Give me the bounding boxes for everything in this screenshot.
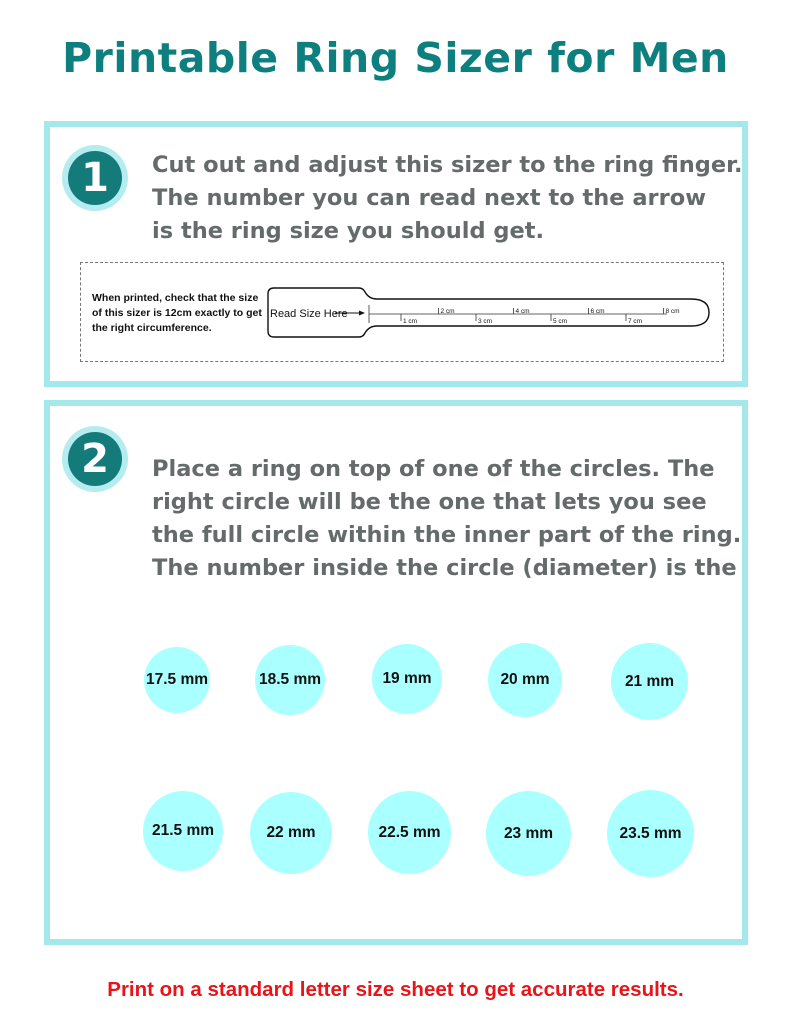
print-note-footer: Print on a standard letter size sheet to get accurate results.: [107, 978, 684, 1001]
size-circle-label: 23.5 mm: [619, 824, 682, 842]
step-1-panel: [44, 121, 748, 387]
size-circle-label: 22 mm: [266, 824, 316, 841]
step-2-instructions: [152, 453, 741, 585]
size-circle[interactable]: [372, 644, 442, 714]
step-2-panel: [44, 400, 748, 945]
size-circle-label: 21 mm: [624, 672, 675, 690]
ruler-tick-label: 2 cm: [440, 308, 455, 315]
size-circle-label: 18.5 mm: [258, 671, 322, 688]
size-circle[interactable]: [488, 643, 562, 717]
read-size-label: Read Size Here: [270, 308, 348, 320]
sizer-ruler: [81, 263, 725, 363]
step-1-line: is the ring size you should get.: [152, 218, 545, 244]
step-1-instructions: [152, 149, 743, 248]
step-2-badge: [62, 426, 128, 492]
ruler-tick-label: 7 cm: [628, 318, 643, 325]
ruler-tick-label: 4 cm: [515, 308, 530, 315]
size-circle[interactable]: [250, 792, 332, 874]
page-title: Printable Ring Sizer for Men: [62, 34, 729, 82]
size-circle[interactable]: [607, 790, 694, 877]
size-circle[interactable]: [144, 647, 210, 713]
size-circle-label: 20 mm: [500, 671, 550, 688]
step-1-badge: [62, 145, 128, 211]
size-circle[interactable]: [255, 645, 325, 715]
ruler-tick-label: 8 cm: [665, 308, 680, 315]
step-2-line: right circle will be the one that lets you see: [152, 489, 707, 515]
size-circle[interactable]: [486, 791, 571, 876]
step-1-line: The number you can read next to the arrow: [152, 185, 706, 211]
size-circle-label: 21.5 mm: [151, 822, 215, 839]
step-1-line: Cut out and adjust this sizer to the ring finger.: [152, 152, 743, 178]
sizer-print-note: When printed, check that the size of this sizer is 12cm exactly to get the right circumference.: [92, 292, 262, 334]
ring-sizer-strip[interactable]: [80, 262, 724, 362]
size-circle-label: 19 mm: [382, 670, 432, 687]
step-2-line: The number inside the circle (diameter) is the: [152, 555, 737, 581]
size-circle-label: 17.5 mm: [145, 671, 209, 688]
ruler-tick-label: 1 cm: [403, 318, 418, 325]
ruler-tick-label: 5 cm: [553, 318, 568, 325]
step-2-number: 2: [68, 432, 122, 486]
step-1-number: 1: [68, 151, 122, 205]
ruler-tick-label: 6 cm: [590, 308, 605, 315]
size-circle-label: 23 mm: [503, 824, 554, 842]
size-circle[interactable]: [143, 791, 223, 871]
step-2-line: the full circle within the inner part of the ring.: [152, 522, 742, 548]
size-circle-label: 22.5 mm: [378, 823, 441, 841]
ruler-tick-label: 3 cm: [478, 318, 493, 325]
step-2-line: Place a ring on top of one of the circles. The: [152, 456, 715, 482]
size-circle[interactable]: [368, 791, 451, 874]
size-circle[interactable]: [611, 643, 688, 720]
